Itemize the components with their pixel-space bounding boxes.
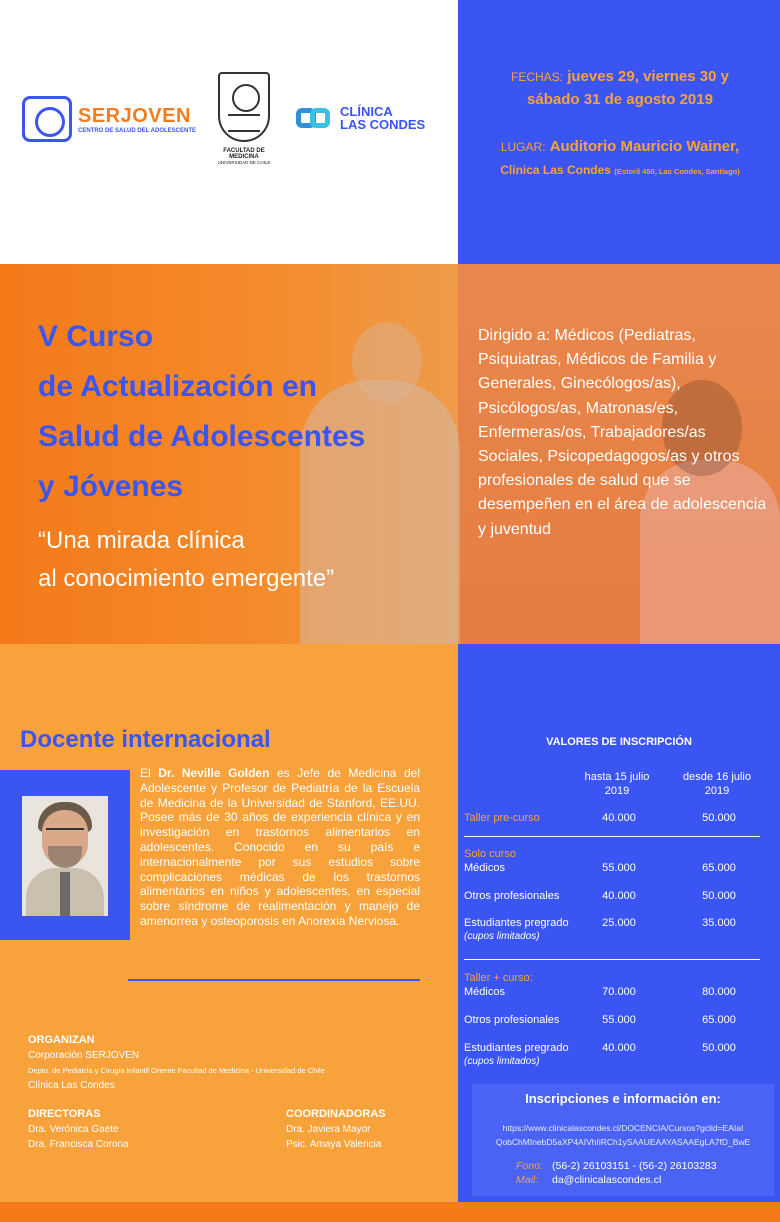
inscripciones-url[interactable] [472, 1121, 774, 1149]
organizan-heading: ORGANIZAN [28, 1034, 95, 1046]
serjoven-logo-icon [22, 96, 72, 142]
course-title-line: Salud de Adolescentes [38, 420, 366, 453]
bio-text: es Jefe de Medicina del Adolescente y Profesor de Pediatría de la Escuela de Medicina de la Universidad de Stanford, EE.UU. Posee más de 30 años de experiencia clínica y en investigación en trastornos alimentarios en adolescentes. Conocido en su país e internacionalmente por sus estudios sobre complicaciones médicas de los trastornos alimentarios en niños y adolescentes, en especial sobre síndrome de realimentación y manejo de amenorrea y osteoporosis en Anorexia Nerviosa. [140, 766, 421, 928]
docente-heading: Docente internacional [20, 726, 271, 753]
course-subtitle [38, 522, 448, 598]
serjoven-logo [22, 96, 196, 142]
col-header-line: hasta 15 julio [584, 771, 650, 783]
pricing-row-label: Estudiantes pregrado [464, 1042, 569, 1054]
docente-bio [140, 766, 420, 929]
pricing-value: 50.000 [702, 890, 736, 902]
pricing-col-header-1 [572, 770, 662, 798]
pricing-value: 55.000 [602, 862, 636, 874]
coordinadoras-section [286, 1108, 386, 1152]
course-title-line: V Curso [38, 320, 154, 353]
mail-link[interactable]: da@clinicalascondes.cl [552, 1174, 662, 1186]
col-header-line: 2019 [604, 785, 630, 797]
mail-label: Mail: [516, 1174, 539, 1186]
pricing-heading: VALORES DE INSCRIPCIÓN [546, 736, 692, 748]
pricing-row-label: Médicos [464, 862, 505, 874]
clinica-name-line2: LAS CONDES [340, 117, 426, 132]
col-header-line: 2019 [704, 785, 730, 797]
fechas-value-line2: sábado 31 de agosto 2019 [527, 91, 713, 108]
course-subtitle-line: al conocimiento emergente” [38, 565, 335, 592]
facultad-subtitle: UNIVERSIDAD DE CHILE [217, 160, 271, 165]
lugar-line2: Clinica Las Condes [500, 163, 611, 177]
clinica-name-line1: CLÍNICA [340, 104, 393, 119]
docente-portrait [22, 796, 108, 916]
directoras-section [28, 1108, 129, 1152]
directora-name: Dra. Verónica Gaete [28, 1124, 119, 1135]
inscripciones-heading: Inscripciones e información en: [525, 1091, 721, 1106]
pricing-value: 70.000 [602, 986, 636, 998]
serjoven-name: SERJOVEN [78, 104, 191, 127]
pricing-value: 25.000 [602, 917, 636, 929]
pricing-value: 65.000 [702, 862, 736, 874]
clinica-logo-icon [296, 102, 334, 134]
pricing-value: 55.000 [602, 1014, 636, 1026]
coordinadora-name: Psic. Amaya Valencia [286, 1139, 382, 1150]
organizan-line: Corporación SERJOVEN [28, 1050, 140, 1061]
lugar-value: Auditorio Mauricio Wainer, [549, 138, 740, 155]
bio-divider [128, 979, 420, 981]
serjoven-subtitle: CENTRO DE SALUD DEL ADOLESCENTE [78, 127, 197, 134]
pricing-value: 65.000 [702, 1014, 736, 1026]
pricing-row-label: Estudiantes pregrado [464, 917, 569, 929]
course-subtitle-line: “Una mirada clínica [38, 527, 245, 554]
pricing-row-label: Taller pre-curso [464, 812, 540, 824]
organizan-line: Clínica Las Condes [28, 1080, 115, 1091]
fono-value: (56-2) 26103151 - (56-2) 26103283 [552, 1160, 717, 1172]
course-title-line: de Actualización en [38, 370, 317, 403]
col-header-line: desde 16 julio [683, 771, 751, 783]
directoras-heading: DIRECTORAS [28, 1108, 101, 1120]
course-title [38, 312, 448, 512]
url-line[interactable]: QobChMInebD5aXP4AIVhIiRCh1ySAAUEAAYASAAEgLA7fD_BwE [495, 1137, 751, 1147]
university-crest-icon [218, 72, 270, 142]
pricing-col-header-2 [672, 770, 762, 798]
target-audience-text: Dirigido a: Médicos (Pediatras, Psiquiatras, Médicos de Familia y Generales, Ginecólogos/as), Psicólogos/as, Matronas/es, Enfermeras/os, Trabajadores/as Sociales, Psicopedagogos/as y otros profesionales de salud que se desempeñen en el área de adolescencia y juventud [478, 327, 767, 538]
lugar-detail: (Estoril 450, Las Condes, Santiago) [614, 167, 740, 176]
lugar-label: LUGAR: [500, 140, 546, 154]
pricing-value: 40.000 [602, 1042, 636, 1054]
pricing-divider [464, 959, 760, 960]
pricing-value: 80.000 [702, 986, 736, 998]
pricing-group-heading: Solo curso [464, 848, 516, 860]
mail-line [516, 1174, 661, 1186]
directora-name: Dra. Francisca Corona [28, 1139, 129, 1150]
pricing-row-label: Otros profesionales [464, 1014, 560, 1026]
pricing-row-note: (cupos limitados) [464, 931, 540, 942]
coordinadoras-heading: COORDINADORAS [286, 1108, 386, 1120]
clinica-las-condes-logo [296, 102, 425, 134]
url-line[interactable]: https://www.clinicalascondes.cl/DOCENCIA/Cursos?gclid=EAIaI [502, 1123, 744, 1133]
pricing-value: 50.000 [702, 1042, 736, 1054]
fono-label: Fono: [516, 1160, 543, 1172]
event-info [470, 68, 770, 177]
pricing-row-label: Otros profesionales [464, 890, 560, 902]
coordinadora-name: Dra. Javiera Mayor [286, 1124, 371, 1135]
pricing-value: 40.000 [602, 890, 636, 902]
pricing-value: 35.000 [702, 917, 736, 929]
facultad-medicina-logo [208, 72, 280, 165]
organizan-line: Depto. de Pediatría y Cirugía Infantil Oriente Facultad de Medicina - Universidad de Chile [28, 1066, 325, 1075]
organizan-section [28, 1034, 438, 1093]
fechas-value: jueves 29, viernes 30 y [567, 68, 729, 85]
footer-strip [0, 1202, 780, 1222]
pricing-value: 50.000 [702, 812, 736, 824]
pricing-row-label: Médicos [464, 986, 505, 998]
pricing-group-heading: Taller + curso: [464, 972, 533, 984]
fechas-label: FECHAS: [511, 70, 564, 84]
pricing-row-note: (cupos limitados) [464, 1056, 540, 1067]
facultad-title: FACULTAD DE MEDICINA [223, 148, 265, 160]
pricing-value: 40.000 [602, 812, 636, 824]
bio-prefix: El [140, 766, 151, 780]
docente-name: Dr. Neville Golden [158, 766, 270, 780]
course-title-line: y Jóvenes [38, 470, 184, 503]
pricing-divider [464, 836, 760, 837]
fono-line [516, 1160, 717, 1172]
